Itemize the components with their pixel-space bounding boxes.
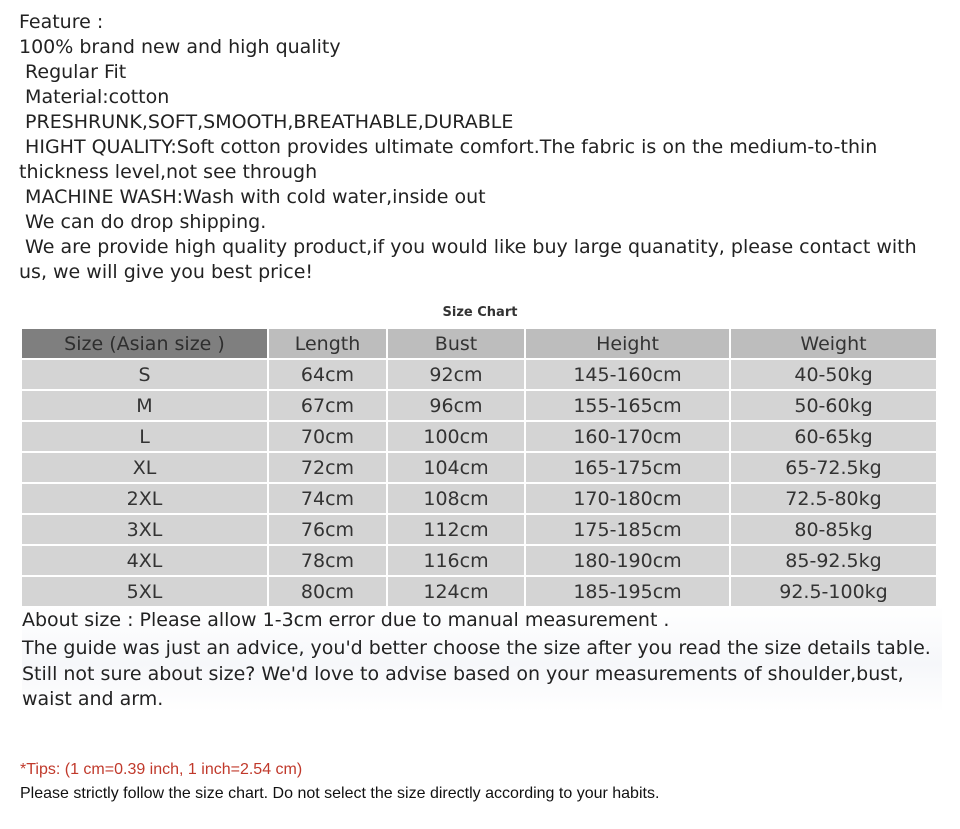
cell-bust: 124cm — [388, 577, 524, 606]
size-note: Still not sure about size? We'd love to advise based on your measurements of shoulder,bust, waist and arm. — [22, 663, 904, 710]
cell-size: XL — [22, 453, 267, 482]
table-row — [22, 422, 936, 451]
cell-bust: 116cm — [388, 546, 524, 575]
table-row — [22, 484, 936, 513]
cell-height: 165-175cm — [526, 453, 729, 482]
cell-bust: 108cm — [388, 484, 524, 513]
cell-length: 72cm — [269, 453, 386, 482]
header-weight: Weight — [731, 329, 936, 358]
feature-line: Material:cotton — [19, 86, 170, 108]
cell-bust: 112cm — [388, 515, 524, 544]
feature-heading: Feature : — [19, 11, 104, 33]
size-chart-table — [20, 327, 938, 608]
feature-line: MACHINE WASH:Wash with cold water,inside out — [19, 186, 486, 208]
size-note: About size : Please allow 1-3cm error due to manual measurement . — [22, 609, 670, 631]
table-row — [22, 391, 936, 420]
cell-size: M — [22, 391, 267, 420]
header-bust: Bust — [388, 329, 524, 358]
conversion-tip: *Tips: (1 cm=0.39 inch, 1 inch=2.54 cm) — [20, 761, 303, 778]
cell-length: 64cm — [269, 360, 386, 389]
cell-height: 160-170cm — [526, 422, 729, 451]
size-chart-title: Size Chart — [442, 305, 518, 320]
table-row — [22, 515, 936, 544]
table-row — [22, 577, 936, 606]
header-length: Length — [269, 329, 386, 358]
header-size: Size (Asian size ) — [22, 329, 267, 358]
cell-weight: 40-50kg — [731, 360, 936, 389]
cell-length: 76cm — [269, 515, 386, 544]
cell-size: L — [22, 422, 267, 451]
cell-weight: 80-85kg — [731, 515, 936, 544]
cell-length: 78cm — [269, 546, 386, 575]
cell-weight: 50-60kg — [731, 391, 936, 420]
cell-bust: 104cm — [388, 453, 524, 482]
feature-line: Regular Fit — [19, 61, 127, 83]
cell-size: S — [22, 360, 267, 389]
table-row — [22, 453, 936, 482]
size-note: The guide was just an advice, you'd better choose the size after you read the size details table. — [22, 637, 931, 659]
feature-line: We can do drop shipping. — [19, 211, 267, 233]
size-chart-header-row — [22, 329, 936, 358]
header-height: Height — [526, 329, 729, 358]
size-notes — [22, 606, 942, 712]
cell-size: 3XL — [22, 515, 267, 544]
cell-height: 185-195cm — [526, 577, 729, 606]
cell-height: 170-180cm — [526, 484, 729, 513]
table-row — [22, 546, 936, 575]
feature-line: PRESHRUNK,SOFT,SMOOTH,BREATHABLE,DURABLE — [19, 111, 514, 133]
cell-size: 4XL — [22, 546, 267, 575]
cell-length: 70cm — [269, 422, 386, 451]
table-row — [22, 360, 936, 389]
cell-length: 67cm — [269, 391, 386, 420]
cell-size: 5XL — [22, 577, 267, 606]
cell-bust: 96cm — [388, 391, 524, 420]
cell-weight: 92.5-100kg — [731, 577, 936, 606]
cell-weight: 72.5-80kg — [731, 484, 936, 513]
size-instruction: Please strictly follow the size chart. Do not select the size directly according to your habits. — [20, 785, 660, 802]
cell-size: 2XL — [22, 484, 267, 513]
feature-line: 100% brand new and high quality — [19, 36, 341, 58]
cell-bust: 100cm — [388, 422, 524, 451]
feature-line: We are provide high quality product,if you would like buy large quanatity, please contact with us, we will give you best price! — [19, 236, 923, 283]
cell-height: 180-190cm — [526, 546, 729, 575]
cell-weight: 65-72.5kg — [731, 453, 936, 482]
size-chart-body — [22, 360, 936, 606]
cell-length: 80cm — [269, 577, 386, 606]
cell-bust: 92cm — [388, 360, 524, 389]
cell-weight: 85-92.5kg — [731, 546, 936, 575]
feature-line: HIGHT QUALITY:Soft cotton provides ultimate comfort.The fabric is on the medium-to-thin thickness level,not see through — [19, 136, 884, 183]
cell-height: 155-165cm — [526, 391, 729, 420]
cell-height: 145-160cm — [526, 360, 729, 389]
feature-list — [19, 10, 944, 285]
cell-weight: 60-65kg — [731, 422, 936, 451]
cell-length: 74cm — [269, 484, 386, 513]
cell-height: 175-185cm — [526, 515, 729, 544]
